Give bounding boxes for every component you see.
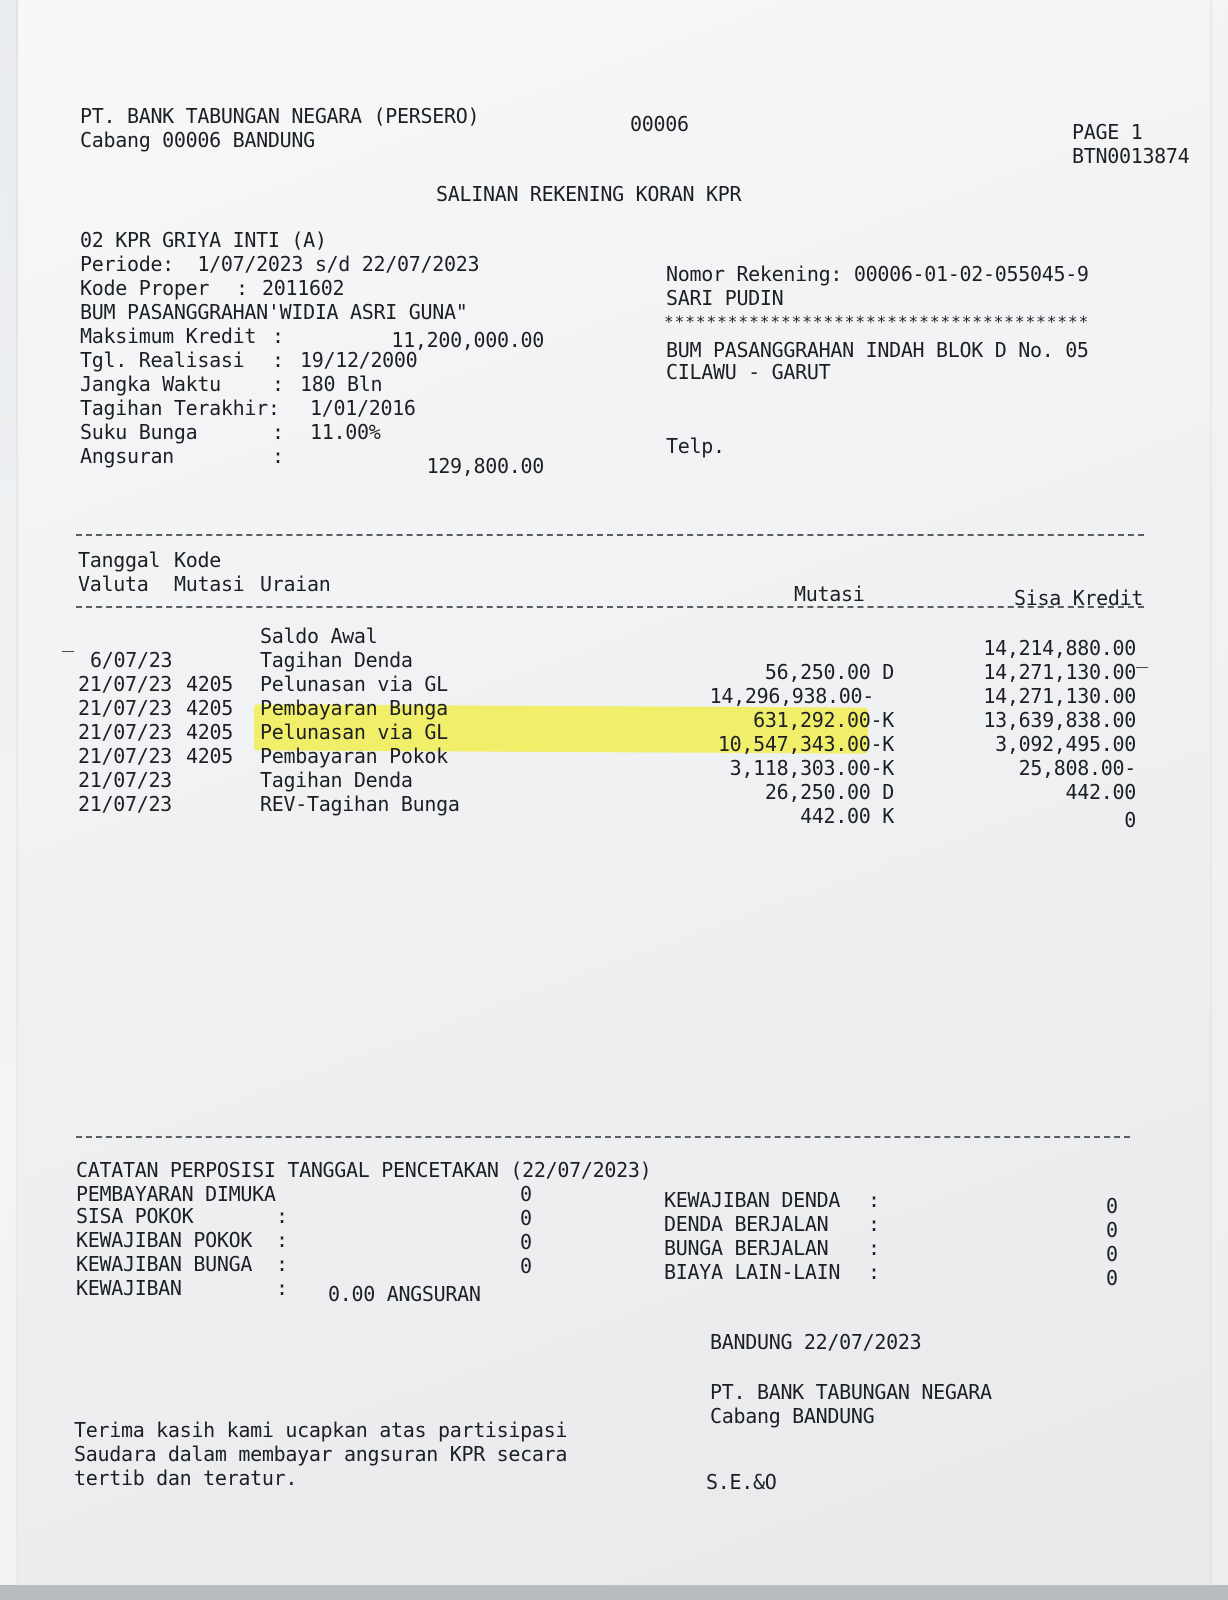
account-holder: SARI PUDIN (666, 286, 784, 310)
catatan-label: SISA POKOK (76, 1204, 194, 1228)
col-kode: Kode (174, 548, 221, 572)
branch-code: 00006 (630, 112, 689, 136)
address-line-1: BUM PASANGGRAHAN INDAH BLOK D No. 05 (666, 338, 1089, 362)
row-uraian: Pembayaran Pokok (260, 744, 448, 768)
tgl-realisasi-value: 19/12/2000 (300, 348, 418, 372)
row-mutasi: 14,296,938.00- (709, 684, 874, 708)
kode-proper-label: Kode Proper (80, 276, 210, 300)
row-sisa: 13,639,838.00 (983, 708, 1136, 732)
row-sisa: 0 (1124, 808, 1136, 832)
catatan-label: PEMBAYARAN DIMUKA (76, 1182, 276, 1206)
catatan-label: KEWAJIBAN (76, 1276, 182, 1300)
colon: : (868, 1212, 880, 1236)
footer-seo: S.E.&O (706, 1470, 777, 1494)
catatan-value: 0 (520, 1206, 532, 1230)
loan-period: Periode: 1/07/2023 s/d 22/07/2023 (80, 252, 480, 276)
angsuran-label: Angsuran (80, 444, 174, 468)
project-name: BUM PASANGGRAHAN'WIDIA ASRI GUNA" (80, 300, 468, 324)
thanks-line-1: Terima kasih kami ucapkan atas partisipasi (74, 1418, 568, 1442)
suku-bunga-value: 11.00% (310, 420, 381, 444)
jangka-waktu-label: Jangka Waktu (80, 372, 221, 396)
catatan-value: 0 (1106, 1194, 1118, 1218)
row-mutasi: 10,547,343.00-K (717, 732, 894, 756)
page-number: PAGE 1 (1072, 120, 1143, 144)
col-sisa-kredit: Sisa Kredit (1014, 586, 1144, 610)
row-tanggal: 21/07/23 (78, 696, 172, 720)
thanks-line-2: Saudara dalam membayar angsuran KPR secara (74, 1442, 568, 1466)
row-kode: 4205 (186, 744, 233, 768)
row-uraian: Saldo Awal (260, 624, 378, 648)
address-line-2: CILAWU - GARUT (666, 360, 831, 384)
catatan-value: 0.00 ANGSURAN (328, 1282, 481, 1306)
row-kode: 4205 (186, 696, 233, 720)
divider (76, 534, 1144, 536)
margin-mark: _ (1136, 644, 1148, 668)
col-mutasi-code: Mutasi (174, 572, 245, 596)
colon: : (272, 348, 284, 372)
catatan-value: 0 (1106, 1266, 1118, 1290)
col-valuta: Valuta (78, 572, 149, 596)
divider (76, 606, 1144, 608)
catatan-value: 0 (520, 1230, 532, 1254)
footer-bank: PT. BANK TABUNGAN NEGARA (710, 1380, 992, 1404)
col-tanggal: Tanggal (78, 548, 161, 572)
maks-kredit-value: 11,200,000.00 (391, 328, 544, 352)
catatan-label: KEWAJIBAN BUNGA (76, 1252, 253, 1276)
row-mutasi: 3,118,303.00-K (729, 756, 894, 780)
col-uraian: Uraian (260, 572, 331, 596)
row-tanggal: 6/07/23 (90, 648, 173, 672)
colon: : (868, 1236, 880, 1260)
row-kode: 4205 (186, 720, 233, 744)
row-uraian: Tagihan Denda (260, 768, 413, 792)
catatan-label: DENDA BERJALAN (664, 1212, 829, 1236)
kode-proper-value: 2011602 (262, 276, 345, 300)
row-mutasi: 631,292.00-K (753, 708, 894, 732)
colon: : (868, 1260, 880, 1284)
colon: : (272, 444, 284, 468)
row-sisa: 442.00 (1065, 780, 1136, 804)
row-uraian: Tagihan Denda (260, 648, 413, 672)
tagihan-terakhir-value: 1/01/2016 (310, 396, 416, 420)
desk-edge (0, 1585, 1228, 1600)
colon: : (272, 372, 284, 396)
catatan-value: 0 (1106, 1242, 1118, 1266)
colon: : (276, 1204, 288, 1228)
row-sisa: 25,808.00- (1018, 756, 1136, 780)
bank-name: PT. BANK TABUNGAN NEGARA (PERSERO) (80, 104, 480, 128)
tgl-realisasi-label: Tgl. Realisasi (80, 348, 245, 372)
row-uraian: Pelunasan via GL (260, 720, 448, 744)
row-mutasi: 442.00 K (800, 804, 894, 828)
colon: : (276, 1276, 288, 1300)
colon: : (868, 1188, 880, 1212)
divider (76, 1136, 1130, 1138)
suku-bunga-label: Suku Bunga (80, 420, 198, 444)
row-tanggal: 21/07/23 (78, 720, 172, 744)
branch-name: Cabang 00006 BANDUNG (80, 128, 315, 152)
col-mutasi: Mutasi (794, 582, 865, 606)
row-tanggal: 21/07/23 (78, 672, 172, 696)
colon: : (276, 1252, 288, 1276)
row-mutasi: 56,250.00 D (764, 660, 894, 684)
row-tanggal: 21/07/23 (78, 744, 172, 768)
tagihan-terakhir-label: Tagihan Terakhir: (80, 396, 280, 420)
catatan-title: CATATAN PERPOSISI TANGGAL PENCETAKAN (22/07/2023) (76, 1158, 652, 1182)
row-mutasi: 26,250.00 D (764, 780, 894, 804)
maks-kredit-label: Maksimum Kredit (80, 324, 257, 348)
angsuran-value: 129,800.00 (426, 454, 544, 478)
margin-mark: _ (62, 628, 74, 652)
row-kode: 4205 (186, 672, 233, 696)
catatan-label: KEWAJIBAN DENDA (664, 1188, 841, 1212)
page-title: SALINAN REKENING KORAN KPR (436, 182, 742, 206)
catatan-label: BUNGA BERJALAN (664, 1236, 829, 1260)
colon: : (272, 420, 284, 444)
row-uraian: Pembayaran Bunga (260, 696, 448, 720)
catatan-value: 0 (520, 1254, 532, 1278)
document-code: BTN0013874 (1072, 144, 1190, 168)
row-tanggal: 21/07/23 (78, 792, 172, 816)
catatan-label: KEWAJIBAN POKOK (76, 1228, 253, 1252)
account-number: Nomor Rekening: 00006-01-02-055045-9 (666, 262, 1089, 286)
separator-stars: **************************************** (664, 312, 1090, 331)
row-sisa: 14,271,130.00 (983, 660, 1136, 684)
footer-branch: Cabang BANDUNG (710, 1404, 875, 1428)
colon: : (236, 276, 248, 300)
jangka-waktu-value: 180 Bln (300, 372, 383, 396)
row-sisa: 14,214,880.00 (983, 636, 1136, 660)
colon: : (276, 1228, 288, 1252)
catatan-value: 0 (1106, 1218, 1118, 1242)
row-sisa: 14,271,130.00 (983, 684, 1136, 708)
row-tanggal: 21/07/23 (78, 768, 172, 792)
catatan-label: BIAYA LAIN-LAIN (664, 1260, 841, 1284)
row-uraian: REV-Tagihan Bunga (260, 792, 460, 816)
loan-product: 02 KPR GRIYA INTI (A) (80, 228, 327, 252)
catatan-value: 0 (520, 1182, 532, 1206)
thanks-line-3: tertib dan teratur. (74, 1466, 298, 1490)
place-date: BANDUNG 22/07/2023 (710, 1330, 922, 1354)
telp-label: Telp. (666, 434, 725, 458)
colon: : (272, 324, 284, 348)
row-uraian: Pelunasan via GL (260, 672, 448, 696)
row-sisa: 3,092,495.00 (995, 732, 1136, 756)
